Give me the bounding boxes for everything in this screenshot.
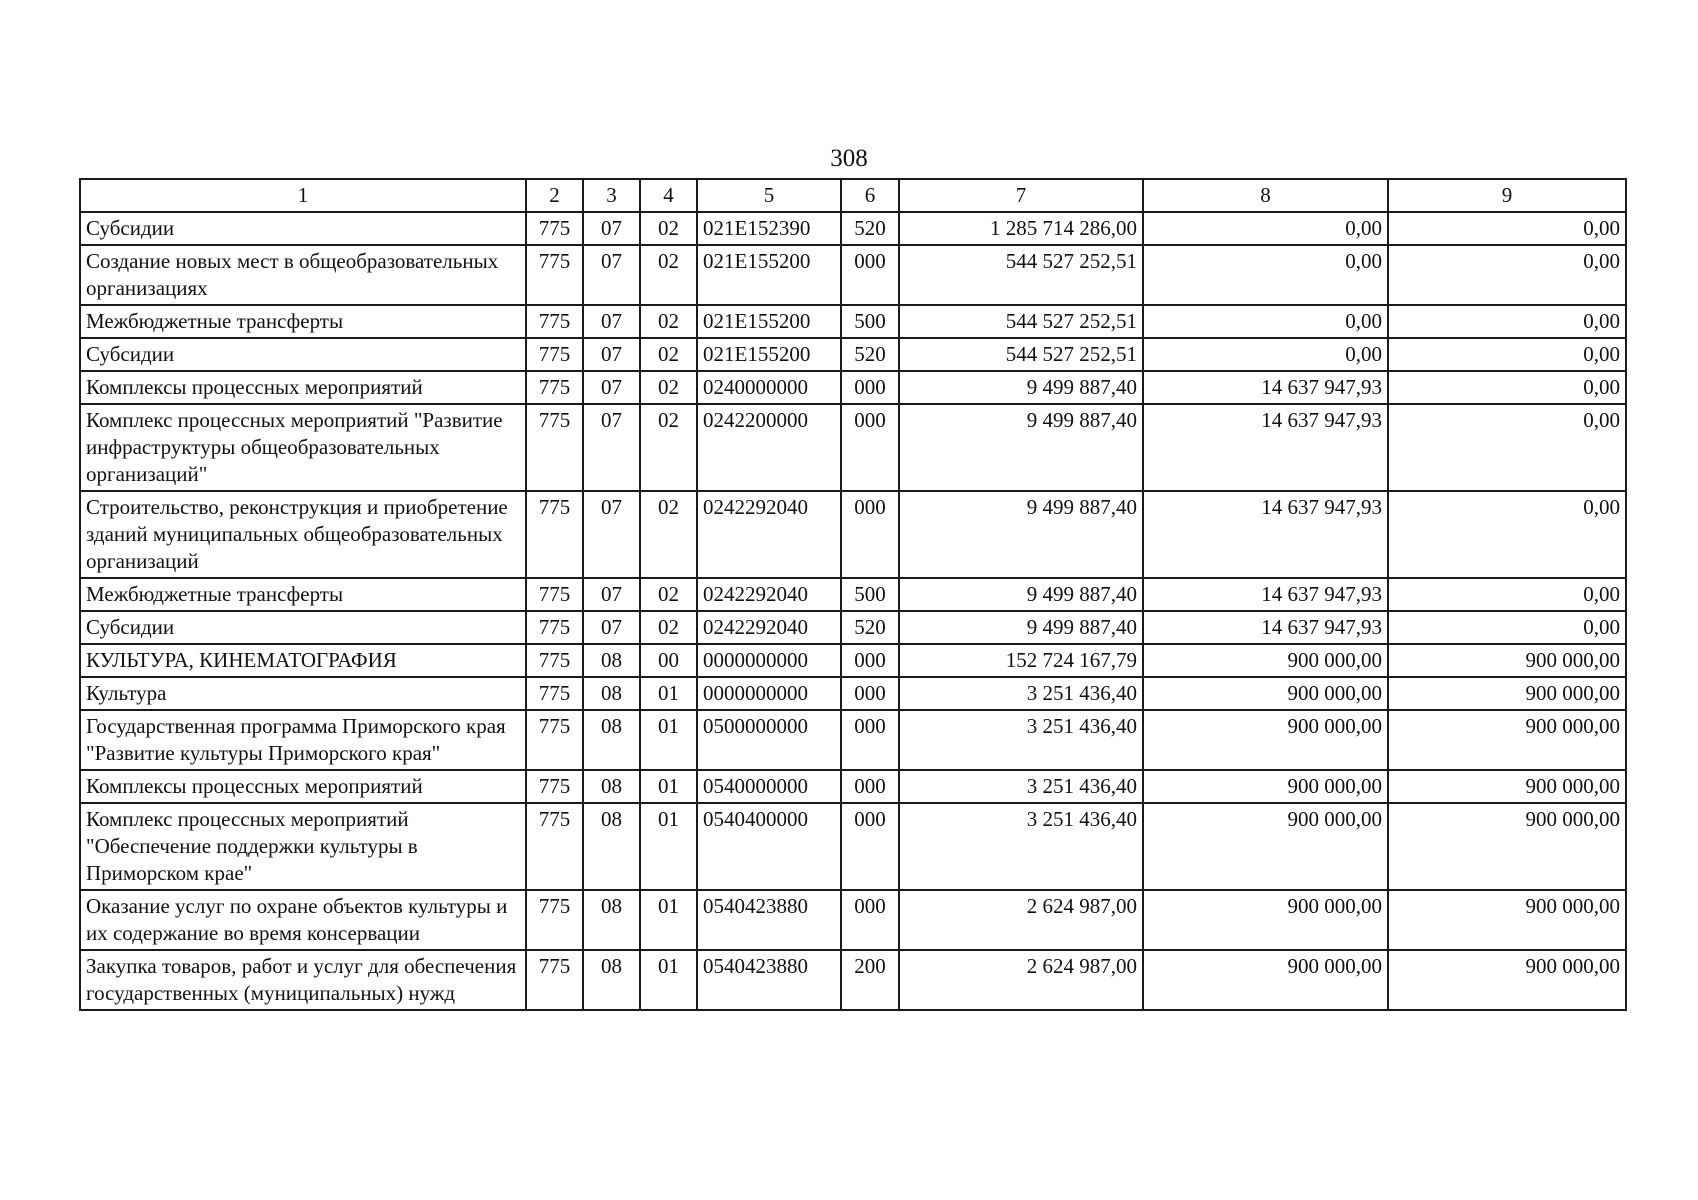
row-section-cell: 07 [583, 491, 640, 578]
table-row [80, 245, 1626, 305]
row-expense-type-cell: 520 [841, 611, 899, 644]
table-body [80, 212, 1626, 1010]
row-target-article-cell: 0540423880 [697, 950, 841, 1010]
row-amount-cell: 14 637 947,93 [1143, 371, 1388, 404]
row-expense-type-cell: 000 [841, 710, 899, 770]
row-name-cell: Субсидии [80, 338, 526, 371]
row-name-cell: Культура [80, 677, 526, 710]
table-row [80, 803, 1626, 890]
row-amount-cell: 900 000,00 [1388, 644, 1626, 677]
header-cell: 3 [583, 179, 640, 212]
row-name-cell: Закупка товаров, работ и услуг для обеспечения государственных (муниципальных) нужд [80, 950, 526, 1010]
row-amount-cell: 0,00 [1388, 338, 1626, 371]
row-section-cell: 07 [583, 305, 640, 338]
row-amount-cell: 900 000,00 [1388, 677, 1626, 710]
row-amount-cell: 0,00 [1143, 338, 1388, 371]
row-amount-cell: 0,00 [1388, 305, 1626, 338]
budget-table [79, 178, 1627, 1011]
table-row [80, 770, 1626, 803]
row-section-cell: 07 [583, 245, 640, 305]
row-amount-cell: 2 624 987,00 [899, 950, 1143, 1010]
header-cell: 5 [697, 179, 841, 212]
row-code-cell: 775 [526, 803, 583, 890]
row-code-cell: 775 [526, 338, 583, 371]
row-subsection-cell: 02 [640, 491, 697, 578]
row-target-article-cell: 0540423880 [697, 890, 841, 950]
row-name-cell: Межбюджетные трансферты [80, 305, 526, 338]
table-row [80, 305, 1626, 338]
row-subsection-cell: 02 [640, 212, 697, 245]
row-name-cell: КУЛЬТУРА, КИНЕМАТОГРАФИЯ [80, 644, 526, 677]
header-cell: 7 [899, 179, 1143, 212]
row-subsection-cell: 01 [640, 950, 697, 1010]
row-subsection-cell: 01 [640, 803, 697, 890]
row-amount-cell: 900 000,00 [1388, 770, 1626, 803]
row-section-cell: 07 [583, 404, 640, 491]
row-amount-cell: 0,00 [1388, 404, 1626, 491]
row-code-cell: 775 [526, 404, 583, 491]
row-subsection-cell: 02 [640, 404, 697, 491]
row-section-cell: 08 [583, 770, 640, 803]
header-row [80, 179, 1626, 212]
row-amount-cell: 14 637 947,93 [1143, 404, 1388, 491]
row-target-article-cell: 0000000000 [697, 644, 841, 677]
row-code-cell: 775 [526, 890, 583, 950]
row-amount-cell: 900 000,00 [1143, 803, 1388, 890]
row-expense-type-cell: 000 [841, 491, 899, 578]
row-target-article-cell: 021E155200 [697, 305, 841, 338]
row-amount-cell: 0,00 [1143, 305, 1388, 338]
row-amount-cell: 1 285 714 286,00 [899, 212, 1143, 245]
row-code-cell: 775 [526, 578, 583, 611]
row-target-article-cell: 0540000000 [697, 770, 841, 803]
row-target-article-cell: 021E155200 [697, 338, 841, 371]
table-row [80, 644, 1626, 677]
row-target-article-cell: 0242292040 [697, 578, 841, 611]
row-subsection-cell: 02 [640, 371, 697, 404]
row-name-cell: Комплекс процессных мероприятий "Обеспечение поддержки культуры в Приморском крае" [80, 803, 526, 890]
row-code-cell: 775 [526, 305, 583, 338]
row-amount-cell: 0,00 [1388, 212, 1626, 245]
row-target-article-cell: 0242292040 [697, 611, 841, 644]
header-cell: 2 [526, 179, 583, 212]
row-amount-cell: 14 637 947,93 [1143, 491, 1388, 578]
row-expense-type-cell: 000 [841, 644, 899, 677]
row-amount-cell: 14 637 947,93 [1143, 578, 1388, 611]
row-amount-cell: 152 724 167,79 [899, 644, 1143, 677]
row-name-cell: Субсидии [80, 212, 526, 245]
row-amount-cell: 900 000,00 [1388, 803, 1626, 890]
row-subsection-cell: 00 [640, 644, 697, 677]
row-subsection-cell: 02 [640, 338, 697, 371]
row-expense-type-cell: 000 [841, 770, 899, 803]
row-amount-cell: 9 499 887,40 [899, 371, 1143, 404]
row-target-article-cell: 021E155200 [697, 245, 841, 305]
row-amount-cell: 0,00 [1388, 578, 1626, 611]
table-row [80, 371, 1626, 404]
row-subsection-cell: 02 [640, 305, 697, 338]
table-row [80, 710, 1626, 770]
row-amount-cell: 544 527 252,51 [899, 338, 1143, 371]
table-row [80, 491, 1626, 578]
row-expense-type-cell: 000 [841, 803, 899, 890]
row-amount-cell: 3 251 436,40 [899, 710, 1143, 770]
page-number: 308 [830, 145, 868, 172]
row-section-cell: 07 [583, 371, 640, 404]
table-row [80, 890, 1626, 950]
table-row [80, 578, 1626, 611]
table-row [80, 950, 1626, 1010]
row-target-article-cell: 0242292040 [697, 491, 841, 578]
row-code-cell: 775 [526, 770, 583, 803]
row-amount-cell: 900 000,00 [1388, 710, 1626, 770]
row-amount-cell: 900 000,00 [1143, 950, 1388, 1010]
row-expense-type-cell: 520 [841, 338, 899, 371]
row-section-cell: 08 [583, 950, 640, 1010]
row-target-article-cell: 0540400000 [697, 803, 841, 890]
row-expense-type-cell: 500 [841, 578, 899, 611]
row-subsection-cell: 01 [640, 710, 697, 770]
table-row [80, 212, 1626, 245]
row-code-cell: 775 [526, 611, 583, 644]
row-amount-cell: 900 000,00 [1143, 890, 1388, 950]
row-section-cell: 08 [583, 644, 640, 677]
row-code-cell: 775 [526, 371, 583, 404]
row-target-article-cell: 0000000000 [697, 677, 841, 710]
row-amount-cell: 900 000,00 [1143, 677, 1388, 710]
row-amount-cell: 900 000,00 [1388, 950, 1626, 1010]
row-amount-cell: 9 499 887,40 [899, 404, 1143, 491]
row-amount-cell: 900 000,00 [1143, 710, 1388, 770]
row-code-cell: 775 [526, 212, 583, 245]
row-section-cell: 07 [583, 212, 640, 245]
row-subsection-cell: 02 [640, 578, 697, 611]
row-name-cell: Государственная программа Приморского края "Развитие культуры Приморского края" [80, 710, 526, 770]
row-expense-type-cell: 000 [841, 890, 899, 950]
row-section-cell: 08 [583, 803, 640, 890]
row-amount-cell: 9 499 887,40 [899, 611, 1143, 644]
row-amount-cell: 0,00 [1143, 212, 1388, 245]
header-cell: 9 [1388, 179, 1626, 212]
table-row [80, 611, 1626, 644]
row-code-cell: 775 [526, 644, 583, 677]
header-cell: 4 [640, 179, 697, 212]
row-code-cell: 775 [526, 710, 583, 770]
row-section-cell: 07 [583, 611, 640, 644]
row-amount-cell: 0,00 [1388, 371, 1626, 404]
row-section-cell: 08 [583, 677, 640, 710]
row-name-cell: Оказание услуг по охране объектов культуры и их содержание во время консервации [80, 890, 526, 950]
row-section-cell: 07 [583, 338, 640, 371]
row-amount-cell: 0,00 [1388, 611, 1626, 644]
row-amount-cell: 0,00 [1388, 491, 1626, 578]
row-code-cell: 775 [526, 491, 583, 578]
table-row [80, 404, 1626, 491]
row-name-cell: Комплексы процессных мероприятий [80, 770, 526, 803]
row-amount-cell: 900 000,00 [1143, 644, 1388, 677]
row-name-cell: Комплекс процессных мероприятий "Развитие инфраструктуры общеобразовательных организаций" [80, 404, 526, 491]
row-subsection-cell: 02 [640, 611, 697, 644]
row-amount-cell: 3 251 436,40 [899, 803, 1143, 890]
row-subsection-cell: 01 [640, 890, 697, 950]
row-target-article-cell: 0500000000 [697, 710, 841, 770]
row-expense-type-cell: 520 [841, 212, 899, 245]
row-code-cell: 775 [526, 677, 583, 710]
row-amount-cell: 2 624 987,00 [899, 890, 1143, 950]
row-code-cell: 775 [526, 950, 583, 1010]
header-cell: 6 [841, 179, 899, 212]
row-name-cell: Строительство, реконструкция и приобретение зданий муниципальных общеобразовательных организаций [80, 491, 526, 578]
header-cell: 8 [1143, 179, 1388, 212]
row-amount-cell: 900 000,00 [1143, 770, 1388, 803]
row-name-cell: Комплексы процессных мероприятий [80, 371, 526, 404]
row-amount-cell: 9 499 887,40 [899, 491, 1143, 578]
row-expense-type-cell: 500 [841, 305, 899, 338]
row-amount-cell: 900 000,00 [1388, 890, 1626, 950]
table-row [80, 338, 1626, 371]
row-amount-cell: 14 637 947,93 [1143, 611, 1388, 644]
row-amount-cell: 9 499 887,40 [899, 578, 1143, 611]
row-expense-type-cell: 200 [841, 950, 899, 1010]
row-amount-cell: 3 251 436,40 [899, 770, 1143, 803]
row-name-cell: Субсидии [80, 611, 526, 644]
table-row [80, 677, 1626, 710]
row-section-cell: 08 [583, 890, 640, 950]
row-expense-type-cell: 000 [841, 371, 899, 404]
row-name-cell: Межбюджетные трансферты [80, 578, 526, 611]
row-expense-type-cell: 000 [841, 404, 899, 491]
row-amount-cell: 544 527 252,51 [899, 305, 1143, 338]
row-section-cell: 07 [583, 578, 640, 611]
row-amount-cell: 0,00 [1143, 245, 1388, 305]
row-target-article-cell: 0242200000 [697, 404, 841, 491]
row-amount-cell: 0,00 [1388, 245, 1626, 305]
row-name-cell: Создание новых мест в общеобразовательных организациях [80, 245, 526, 305]
row-subsection-cell: 01 [640, 770, 697, 803]
row-code-cell: 775 [526, 245, 583, 305]
row-expense-type-cell: 000 [841, 677, 899, 710]
row-amount-cell: 544 527 252,51 [899, 245, 1143, 305]
row-subsection-cell: 01 [640, 677, 697, 710]
header-cell: 1 [80, 179, 526, 212]
row-section-cell: 08 [583, 710, 640, 770]
row-subsection-cell: 02 [640, 245, 697, 305]
row-amount-cell: 3 251 436,40 [899, 677, 1143, 710]
row-target-article-cell: 021E152390 [697, 212, 841, 245]
row-target-article-cell: 0240000000 [697, 371, 841, 404]
row-expense-type-cell: 000 [841, 245, 899, 305]
